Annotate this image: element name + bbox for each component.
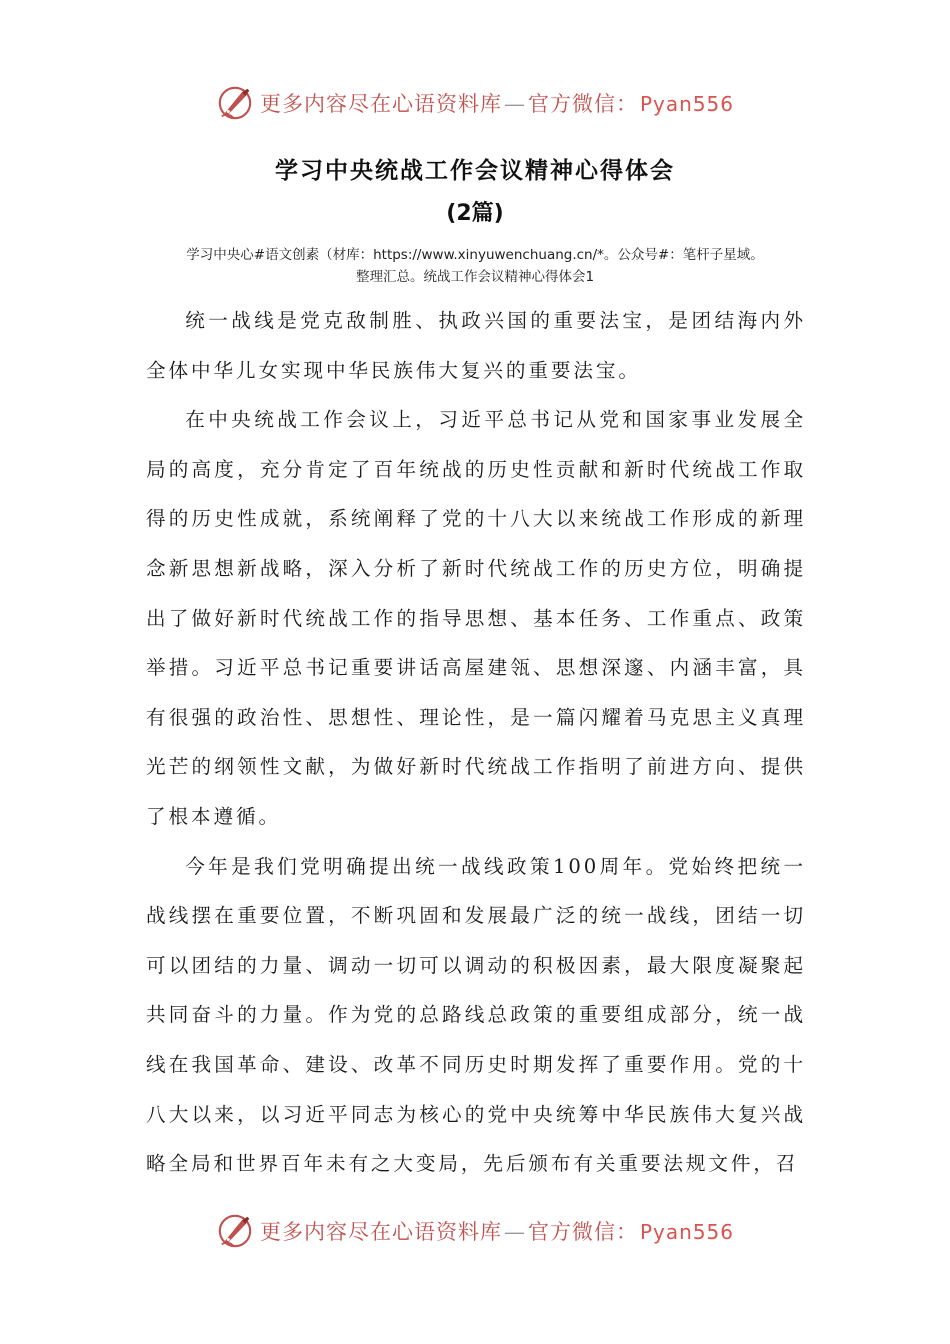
footer-banner	[0, 1206, 950, 1256]
body-paragraph: 统一战线是党克敌制胜、执政兴国的重要法宝，是团结海内外全体中华儿女实现中华民族伟大复兴的重要法宝。	[146, 309, 806, 382]
document-body	[146, 296, 806, 1189]
pen-nib-logo-icon	[216, 1212, 254, 1250]
body-paragraph: 在中央统战工作会议上，习近平总书记从党和国家事业发展全局的高度，充分肯定了百年统战的历史性贡献和新时代统战工作取得的历史性成就，系统阐释了党的十八大以来统战工作形成的新理念新思想新战略，深入分析了新时代统战工作的历史方位，明确提出了做好新时代统战工作的指导思想、基本任务、工作重点、政策举措。习近平总书记重要讲话高屋建瓴、思想深邃、内涵丰富，具有很强的政治性、思想性、理论性，是一篇闪耀着马克思主义真理光芒的纲领性文献，为做好新时代统战工作指明了前进方向、提供了根本遵循。	[146, 408, 806, 828]
banner-text	[260, 88, 734, 118]
banner-handle: Pyan556	[639, 1220, 734, 1244]
document-subtitle: (2篇)	[446, 201, 504, 226]
source-line-2: 整理汇总。统战工作会议精神心得体会1	[355, 269, 595, 285]
source-line-1: 学习中央心#语文创素（材库：https://www.xinyuwenchuang.cn/*。公众号#：笔杆子星域。	[186, 247, 764, 263]
banner-wechat-label: 官方微信：	[527, 92, 638, 116]
banner-wechat-label: 官方微信：	[527, 1220, 638, 1244]
header-banner	[0, 78, 950, 128]
banner-handle: Pyan556	[639, 92, 734, 116]
banner-main-text: 更多内容尽在心语资料库	[259, 92, 502, 116]
banner-text	[260, 1216, 734, 1246]
banner-main-text: 更多内容尽在心语资料库	[259, 1220, 502, 1244]
banner-dash: —	[503, 1220, 526, 1244]
body-paragraph: 今年是我们党明确提出统一战线政策100周年。党始终把统一战线摆在重要位置，不断巩固和发展最广泛的统一战线，团结一切可以团结的力量、调动一切可以调动的积极因素，最大限度凝聚起共同奋斗的力量。作为党的总路线总政策的重要组成部分，统一战线在我国革命、建设、改革不同历史时期发挥了重要作用。党的十八大以来，以习近平同志为核心的党中央统筹中华民族伟大复兴战略全局和世界百年未有之大变局，先后颁布有关重要法规文件，召	[146, 854, 806, 1176]
source-note	[120, 244, 830, 288]
banner-dash: —	[503, 92, 526, 116]
document-title: 学习中央统战工作会议精神心得体会	[275, 158, 675, 184]
pen-nib-logo-icon	[216, 84, 254, 122]
